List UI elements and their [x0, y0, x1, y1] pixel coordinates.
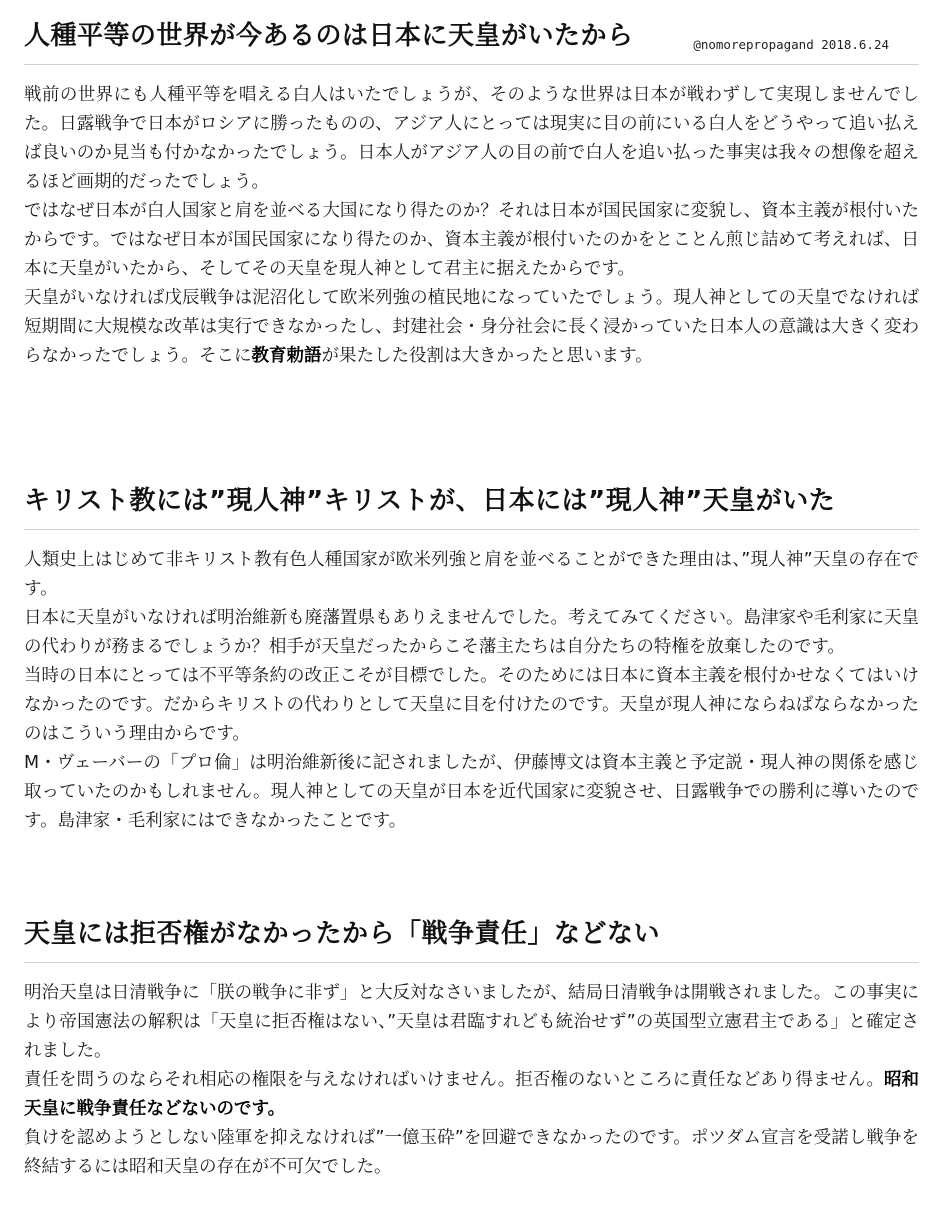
heading-divider	[24, 64, 919, 65]
paragraph: M・ヴェーバーの「プロ倫」は明治維新後に記されましたが、伊藤博文は資本主義と予定説・現人神の関係を感じ取っていたのかもしれません。現人神としての天皇が日本を近代国家に変貌させ、日露戦争での勝利に導いたのです。島津家・毛利家にはできなかったことです。	[24, 753, 919, 831]
section-war-responsibility	[24, 902, 919, 1209]
author-credit: @nomorepropagand 2018.6.24	[693, 37, 889, 52]
paragraph: 負けを認めようとしない陸軍を抑えなければ”一億玉砕”を回避できなかったのです。ポツダム宣言を受諾し戦争を終結するには昭和天皇の存在が不可欠でした。	[24, 1128, 919, 1177]
bold-emphasis: 昭和天皇に戦争責任などないのです。	[24, 1070, 919, 1119]
paragraph	[24, 284, 919, 371]
section-heading: 人種平等の世界が今あるのは日本に天皇がいたから	[24, 20, 634, 51]
section-racial-equality	[24, 0, 919, 469]
section-header	[24, 902, 919, 960]
section-heading: キリスト教には”現人神”キリストが、日本には”現人神”天皇がいた	[24, 485, 836, 516]
section-header	[24, 469, 919, 527]
paragraph-text: 責任を問うのならそれ相応の権限を与えなければいけません。拒否権のないところに責任などあり得ません。	[24, 1070, 884, 1090]
paragraph-text: 天皇がいなければ戊辰戦争は泥沼化して欧米列強の植民地になっていたでしょう。現人神としての天皇でなければ短期間に大規模な改革は実行できなかったし、封建社会・身分社会に長く浸かっていた日本人の意識は大きく変わらなかったでしょう。そこに	[24, 288, 919, 366]
section-body	[24, 546, 919, 902]
bold-emphasis: 教育勅語	[251, 346, 322, 366]
section-heading: 天皇には拒否権がなかったから「戦争責任」などない	[24, 918, 661, 949]
paragraph: 明治天皇は日清戦争に「朕の戦争に非ず」と大反対なさいましたが、結局日清戦争は開戦されました。この事実により帝国憲法の解釈は「天皇に拒否権はない、”天皇は君臨すれども統治せず”の英国型立憲君主である」と確定されました。	[24, 983, 919, 1061]
paragraph	[24, 1066, 919, 1124]
section-header	[24, 4, 919, 62]
paragraph: 日本に天皇がいなければ明治維新も廃藩置県もありえませんでした。考えてみてください。島津家や毛利家に天皇の代わりが務まるでしょうか？相手が天皇だったからこそ藩主たちは自分たちの特権を放棄したのです。	[24, 608, 919, 657]
paragraph-text: が果たした役割は大きかったと思います。	[321, 346, 653, 366]
heading-divider	[24, 962, 919, 963]
heading-divider	[24, 529, 919, 530]
paragraph: 戦前の世界にも人種平等を唱える白人はいたでしょうが、そのような世界は日本が戦わずして実現しませんでした。日露戦争で日本がロシアに勝ったものの、アジア人にとっては現実に目の前にいる白人をどうやって追い払えば良いのか見当も付かなかったでしょう。日本人がアジア人の目の前で白人を追い払った事実は我々の想像を超えるほど画期的だったでしょう。	[24, 85, 919, 192]
paragraph: 人類史上はじめて非キリスト教有色人種国家が欧米列強と肩を並べることができた理由は、”現人神”天皇の存在です。	[24, 550, 919, 599]
section-body	[24, 81, 919, 469]
section-arahitogami	[24, 469, 919, 902]
section-body	[24, 979, 919, 1209]
paragraph: ではなぜ日本が白人国家と肩を並べる大国になり得たのか？それは日本が国民国家に変貌し、資本主義が根付いたからです。ではなぜ日本が国民国家になり得たのか、資本主義が根付いたのかをとことん煎じ詰めて考えれば、日本に天皇がいたから、そしてその天皇を現人神として君主に据えたからです。	[24, 201, 919, 279]
paragraph: 当時の日本にとっては不平等条約の改正こそが目標でした。そのためには日本に資本主義を根付かせなくてはいけなかったのです。だからキリストの代わりとして天皇に目を付けたのです。天皇が現人神にならねばならなかったのはこういう理由からです。	[24, 666, 919, 744]
